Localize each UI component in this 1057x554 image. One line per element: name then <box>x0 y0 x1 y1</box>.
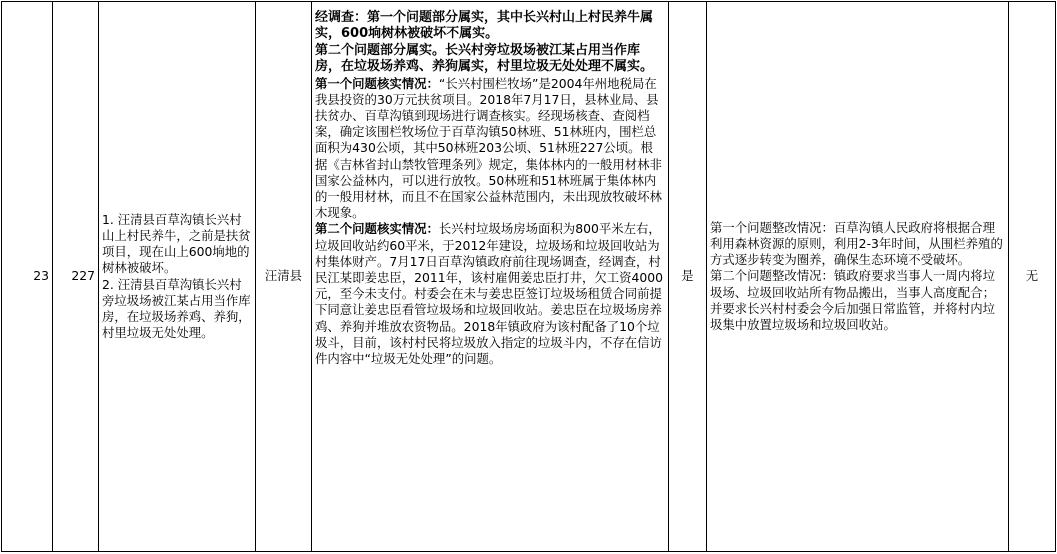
seq-cell: 23 <box>2 2 53 552</box>
accountability-cell: 无 <box>1009 2 1056 552</box>
table-row <box>2 2 1056 552</box>
case-table <box>1 1 1056 552</box>
complaint-item-2: 2. 汪清县百草沟镇长兴村旁垃圾场被江某占用当作库房，在垃圾场养鸡、养狗，村里垃圾无处处理。 <box>102 276 251 341</box>
findings-cell <box>312 2 669 552</box>
findings-q1 <box>315 76 665 222</box>
case-number-cell: 227 <box>53 2 99 552</box>
findings-summary-1: 经调查：第一个问题部分属实，其中长兴村山上村民养牛属实，600垧树林被破坏不属实。 <box>315 10 654 42</box>
county-cell: 汪清县 <box>256 2 312 552</box>
q2-text: 长兴村垃圾场房场面积为800平米左右，垃圾回收站约60平米，于2012年建设，垃圾场和垃圾回收站为村集体财产。7月17日百草沟镇政府前往现场调查，经调查，村民江某即姜忠臣，2011年，该村雇佣姜忠臣打井，欠工资4000元，至今未支付。村委会在未与姜忠臣签订垃圾场租赁合同前提下同意让姜忠臣看管垃圾场和垃圾回收站。姜忠臣在垃圾场房养鸡、养狗并堆放农资物品。2018年镇政府为该村配备了10个垃圾斗，目前，该村村民将垃圾放入指定的垃圾斗内，不存在信访件内容中“垃圾无处处理”的问题。 <box>315 221 664 367</box>
findings-summary-2: 第二个问题部分属实。长兴村旁垃圾场被江某占用当作库房，在垃圾场养鸡、养狗属实，村里垃圾无处处理不属实。 <box>315 42 654 75</box>
findings-q2 <box>315 221 665 367</box>
q2-heading: 第二个问题核实情况： <box>315 221 439 237</box>
q1-text: “长兴村围栏牧场”是2004年州地税局在我县投资的30万元扶贫项目。2018年7月17日，县林业局、县扶贫办、百草沟镇到现场进行调查核实。经现场核查、查阅档案，确定该围栏牧场位于百草沟镇50林班、51林班内，围栏总面积为430公顷，其中50林班203公顷、51林班227公顷。根据《吉林省封山禁牧管理条列》规定，集体林内的一般用材林非国家公益林内，可以进行放牧。50林班和51林班属于集体林内的一般用材林，而且不在国家公益林范围内，未出现放牧破坏林木现象。 <box>315 75 662 221</box>
complaint-item-1: 1. 汪清县百草沟镇长兴村山上村民养牛，之前是扶贫项目，现在山上600垧地的树林被破坏。 <box>102 211 251 276</box>
rectification-item-1: 第一个问题整改情况：百草沟镇人民政府将根据合理利用森林资源的原则，利用2-3年时间，从围栏养殖的方式逐步转变为圈养，确保生态环境不受破坏。 <box>710 219 1003 268</box>
complaint-cell <box>99 2 256 552</box>
rectification-item-2: 第二个问题整改情况：镇政府要求当事人一周内将垃圾场、垃圾回收站所有物品搬出，当事人高度配合；并要求长兴村村委会今后加强日常监管，并将村内垃圾集中放置垃圾场和垃圾回收站。 <box>710 268 995 332</box>
q1-heading: 第一个问题核实情况： <box>315 75 439 91</box>
verified-cell: 是 <box>669 2 707 552</box>
rectification-cell <box>707 2 1009 552</box>
